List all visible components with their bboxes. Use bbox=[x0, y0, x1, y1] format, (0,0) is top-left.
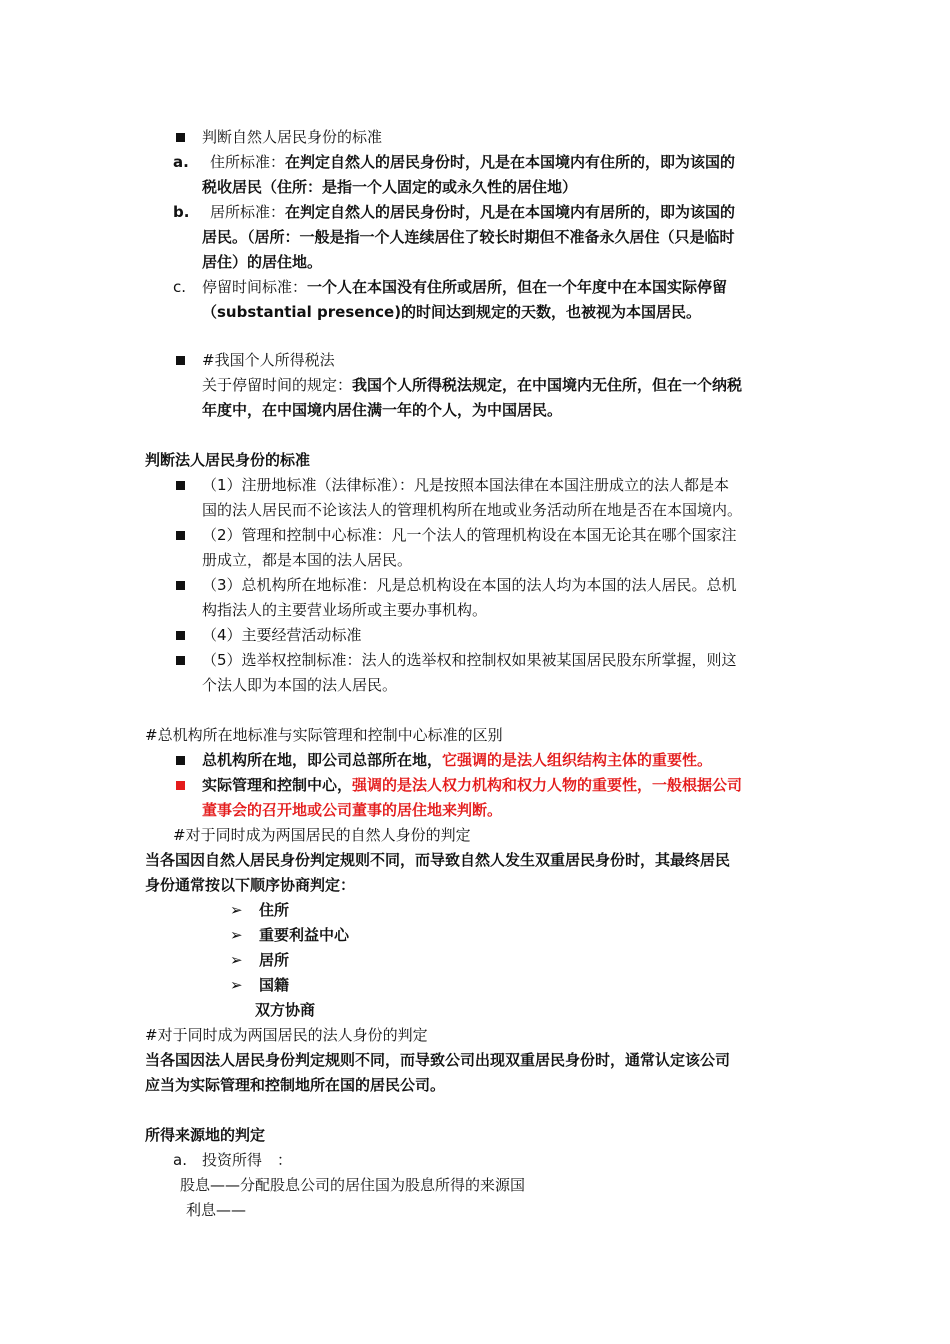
sec2-text1: 我国个人所得税法规定，在中国境内无住所，但在一个纳税 bbox=[352, 376, 743, 394]
order-item-last: 双方协商 bbox=[255, 1001, 316, 1019]
sec3-item5-line2: 个法人即为本国的法人居民。 bbox=[202, 676, 398, 694]
bullet-square bbox=[176, 631, 185, 640]
order-item-3: 居所 bbox=[259, 951, 290, 969]
sec2-label: 关于停留时间的规定： bbox=[202, 376, 353, 394]
sec7-heading: 所得来源地的判定 bbox=[145, 1126, 266, 1144]
sec1-a-line2: 税收居民（住所：是指一个人固定的或永久性的居住地） bbox=[202, 178, 578, 196]
order-item-2: 重要利益中心 bbox=[259, 926, 350, 944]
sec2-heading: #我国个人所得税法 bbox=[202, 351, 335, 369]
sec2-line2: 年度中，在中国境内居住满一年的个人，为中国居民。 bbox=[202, 401, 563, 419]
list-marker-a: a. bbox=[173, 153, 189, 171]
arrow-bullet-icon: ➢ bbox=[230, 951, 243, 969]
sec1-a-line1 bbox=[210, 150, 735, 175]
list-marker-c: c. bbox=[173, 278, 187, 296]
sec5-line2: 身份通常按以下顺序协商判定： bbox=[145, 876, 356, 894]
sec1-c-text1: 一个人在本国没有住所或居所，但在一个年度中在本国实际停留 bbox=[307, 278, 728, 296]
sec2-line1 bbox=[202, 373, 742, 398]
sec1-c-line2: （substantial presence)的时间达到规定的天数，也被视为本国居民。 bbox=[202, 303, 702, 321]
sec6-heading: #对于同时成为两国居民的法人身份的判定 bbox=[145, 1026, 428, 1044]
sec3-item5-line1: （5）选举权控制标准：法人的选举权和控制权如果被某国居民股东所掌握，则这 bbox=[202, 651, 737, 669]
sec1-b-text1: 在判定自然人的居民身份时，凡是在本国境内有居所的，即为该国的 bbox=[285, 203, 736, 221]
sec3-item1-line1: （1）注册地标准（法律标准）：凡是按照本国法律在本国注册成立的法人都是本 bbox=[202, 476, 730, 494]
sec4-item2-black: 实际管理和控制中心， bbox=[202, 776, 353, 794]
sec5-heading: #对于同时成为两国居民的自然人身份的判定 bbox=[173, 826, 471, 844]
sec3-heading: 判断法人居民身份的标准 bbox=[145, 451, 311, 469]
list-marker-a2: a. bbox=[173, 1151, 187, 1169]
order-item-4: 国籍 bbox=[259, 976, 290, 994]
sec1-c-line1 bbox=[202, 275, 727, 300]
sec1-c-label: 停留时间标准： bbox=[202, 278, 308, 296]
sec4-item1 bbox=[202, 748, 712, 773]
sec1-b-line3: 居住）的居住地。 bbox=[202, 253, 323, 271]
sec1-b-line2: 居民。（居所：一般是指一个人连续居住了较长时期但不准备永久居住（只是临时 bbox=[202, 228, 735, 246]
order-item-1: 住所 bbox=[259, 901, 290, 919]
bullet-square bbox=[176, 656, 185, 665]
sec3-item4-line1: （4）主要经营活动标准 bbox=[202, 626, 362, 644]
list-marker-b: b. bbox=[173, 203, 190, 221]
sec1-b-line1 bbox=[210, 200, 735, 225]
sec4-heading: #总机构所在地标准与实际管理和控制中心标准的区别 bbox=[145, 726, 503, 744]
bullet-square bbox=[176, 531, 185, 540]
sec1-b-label: 居所标准： bbox=[210, 203, 286, 221]
sec3-item1-line2: 国的法人居民而不论该法人的管理机构所在地或业务活动所在地是否在本国境内。 bbox=[202, 501, 743, 519]
sec1-heading: 判断自然人居民身份的标准 bbox=[202, 128, 383, 146]
sec7-a-text: 投资所得 ： bbox=[202, 1151, 293, 1169]
bullet-square bbox=[176, 756, 185, 765]
arrow-bullet-icon: ➢ bbox=[230, 901, 243, 919]
sec4-item1-red: 它强调的是法人组织结构主体的重要性。 bbox=[442, 751, 713, 769]
arrow-bullet-icon: ➢ bbox=[230, 976, 243, 994]
sec3-item3-line2: 构指法人的主要营业场所或主要办事机构。 bbox=[202, 601, 488, 619]
bullet-square bbox=[176, 133, 185, 142]
sec4-item2-red1: 强调的是法人权力机构和权力人物的重要性，一般根据公司 bbox=[352, 776, 743, 794]
sec1-a-label: 住所标准： bbox=[210, 153, 286, 171]
sec5-line1: 当各国因自然人居民身份判定规则不同，而导致自然人发生双重居民身份时，其最终居民 bbox=[145, 851, 731, 869]
sec7-line2: 利息—— bbox=[186, 1201, 247, 1219]
arrow-bullet-icon: ➢ bbox=[230, 926, 243, 944]
sec4-item2-line1 bbox=[202, 773, 742, 798]
sec6-line2: 应当为实际管理和控制地所在国的居民公司。 bbox=[145, 1076, 446, 1094]
bullet-square bbox=[176, 481, 185, 490]
sec6-line1: 当各国因法人居民身份判定规则不同，而导致公司出现双重居民身份时，通常认定该公司 bbox=[145, 1051, 731, 1069]
sec3-item2-line1: （2）管理和控制中心标准：凡一个法人的管理机构设在本国无论其在哪个国家注 bbox=[202, 526, 737, 544]
bullet-square bbox=[176, 356, 185, 365]
bullet-square bbox=[176, 581, 185, 590]
sec1-a-text1: 在判定自然人的居民身份时，凡是在本国境内有住所的，即为该国的 bbox=[285, 153, 736, 171]
sec3-item3-line1: （3）总机构所在地标准：凡是总机构设在本国的法人均为本国的法人居民。总机 bbox=[202, 576, 737, 594]
sec4-item2-line2: 董事会的召开地或公司董事的居住地来判断。 bbox=[202, 801, 503, 819]
sec7-line1: 股息——分配股息公司的居住国为股息所得的来源国 bbox=[180, 1176, 526, 1194]
sec3-item2-line2: 册成立，都是本国的法人居民。 bbox=[202, 551, 413, 569]
sec4-item1-black: 总机构所在地，即公司总部所在地， bbox=[202, 751, 443, 769]
bullet-square-red bbox=[176, 781, 185, 790]
